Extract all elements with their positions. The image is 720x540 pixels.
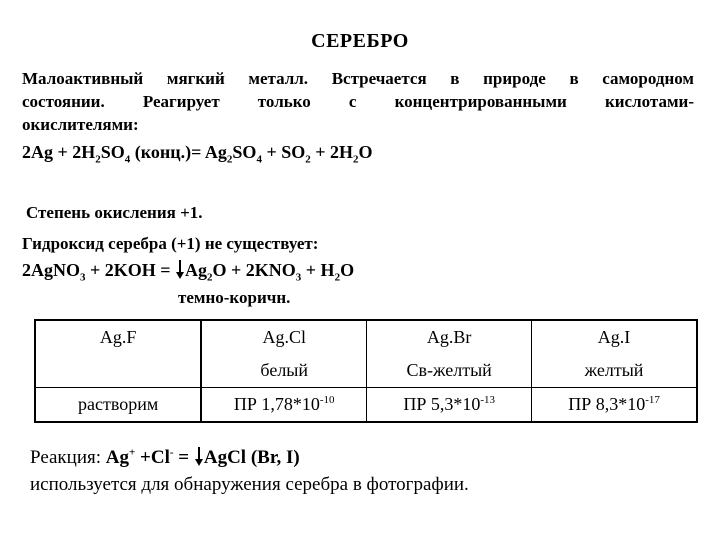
page-title: СЕРЕБРО [311, 30, 409, 52]
table-header-cell: Ag.Br [367, 320, 532, 354]
hydroxide-text: Гидроксид серебра (+1) не существует: [22, 234, 319, 253]
table-cell: ПР $8,3*10^{-17}$ [532, 388, 697, 423]
table-cell: ПР $1,78*10^{-10}$ [201, 388, 367, 423]
intro-line-3: окислителями: [22, 115, 139, 134]
equation-silver-nitrate-koh: 2AgNO$_3$ + $2KOH = Ag_2O + 2KNO_3 + H_2O$ [22, 260, 355, 284]
table-row [35, 354, 697, 388]
precipitate-color-note: темно-коричн. [178, 288, 291, 307]
table-header-cell: Ag.F [35, 320, 201, 354]
reaction-line: Реакция: Ag+ +Cl- = AgCl (Br, I) [30, 446, 300, 468]
equation-silver-sulfuric-acid: $2Ag + 2H_2SO_4$ (конц.)= $Ag_2SO_4 + SO_2 + 2H_2O$ [22, 142, 373, 166]
intro-paragraph [22, 67, 694, 136]
oxidation-state-text: Степень окисления +1. [26, 203, 203, 222]
table-header-cell: Ag.Cl [201, 320, 367, 354]
table-cell [35, 354, 201, 388]
silver-halides-table [34, 319, 698, 423]
table-header-cell: Ag.I [597, 327, 631, 347]
table-cell: Св-желтый [367, 354, 532, 388]
precipitate-arrow-icon [195, 447, 203, 467]
table-cell: белый [201, 354, 367, 388]
table-cell: желтый [584, 360, 644, 380]
table-cell: растворим [35, 388, 201, 423]
intro-line-1: Малоактивный мягкий металл. Встречается в природе в самородном [22, 69, 694, 88]
usage-text: используется для обнаружения серебра в фотографии. [30, 474, 469, 495]
precipitate-arrow-icon [176, 260, 184, 280]
table-row [35, 320, 697, 354]
table-cell: ПР $5,3*10^{-13}$ [367, 388, 532, 423]
table-row [35, 388, 697, 423]
intro-line-2: состоянии. Реагирует только с концентрированными кислотами- [22, 92, 694, 111]
